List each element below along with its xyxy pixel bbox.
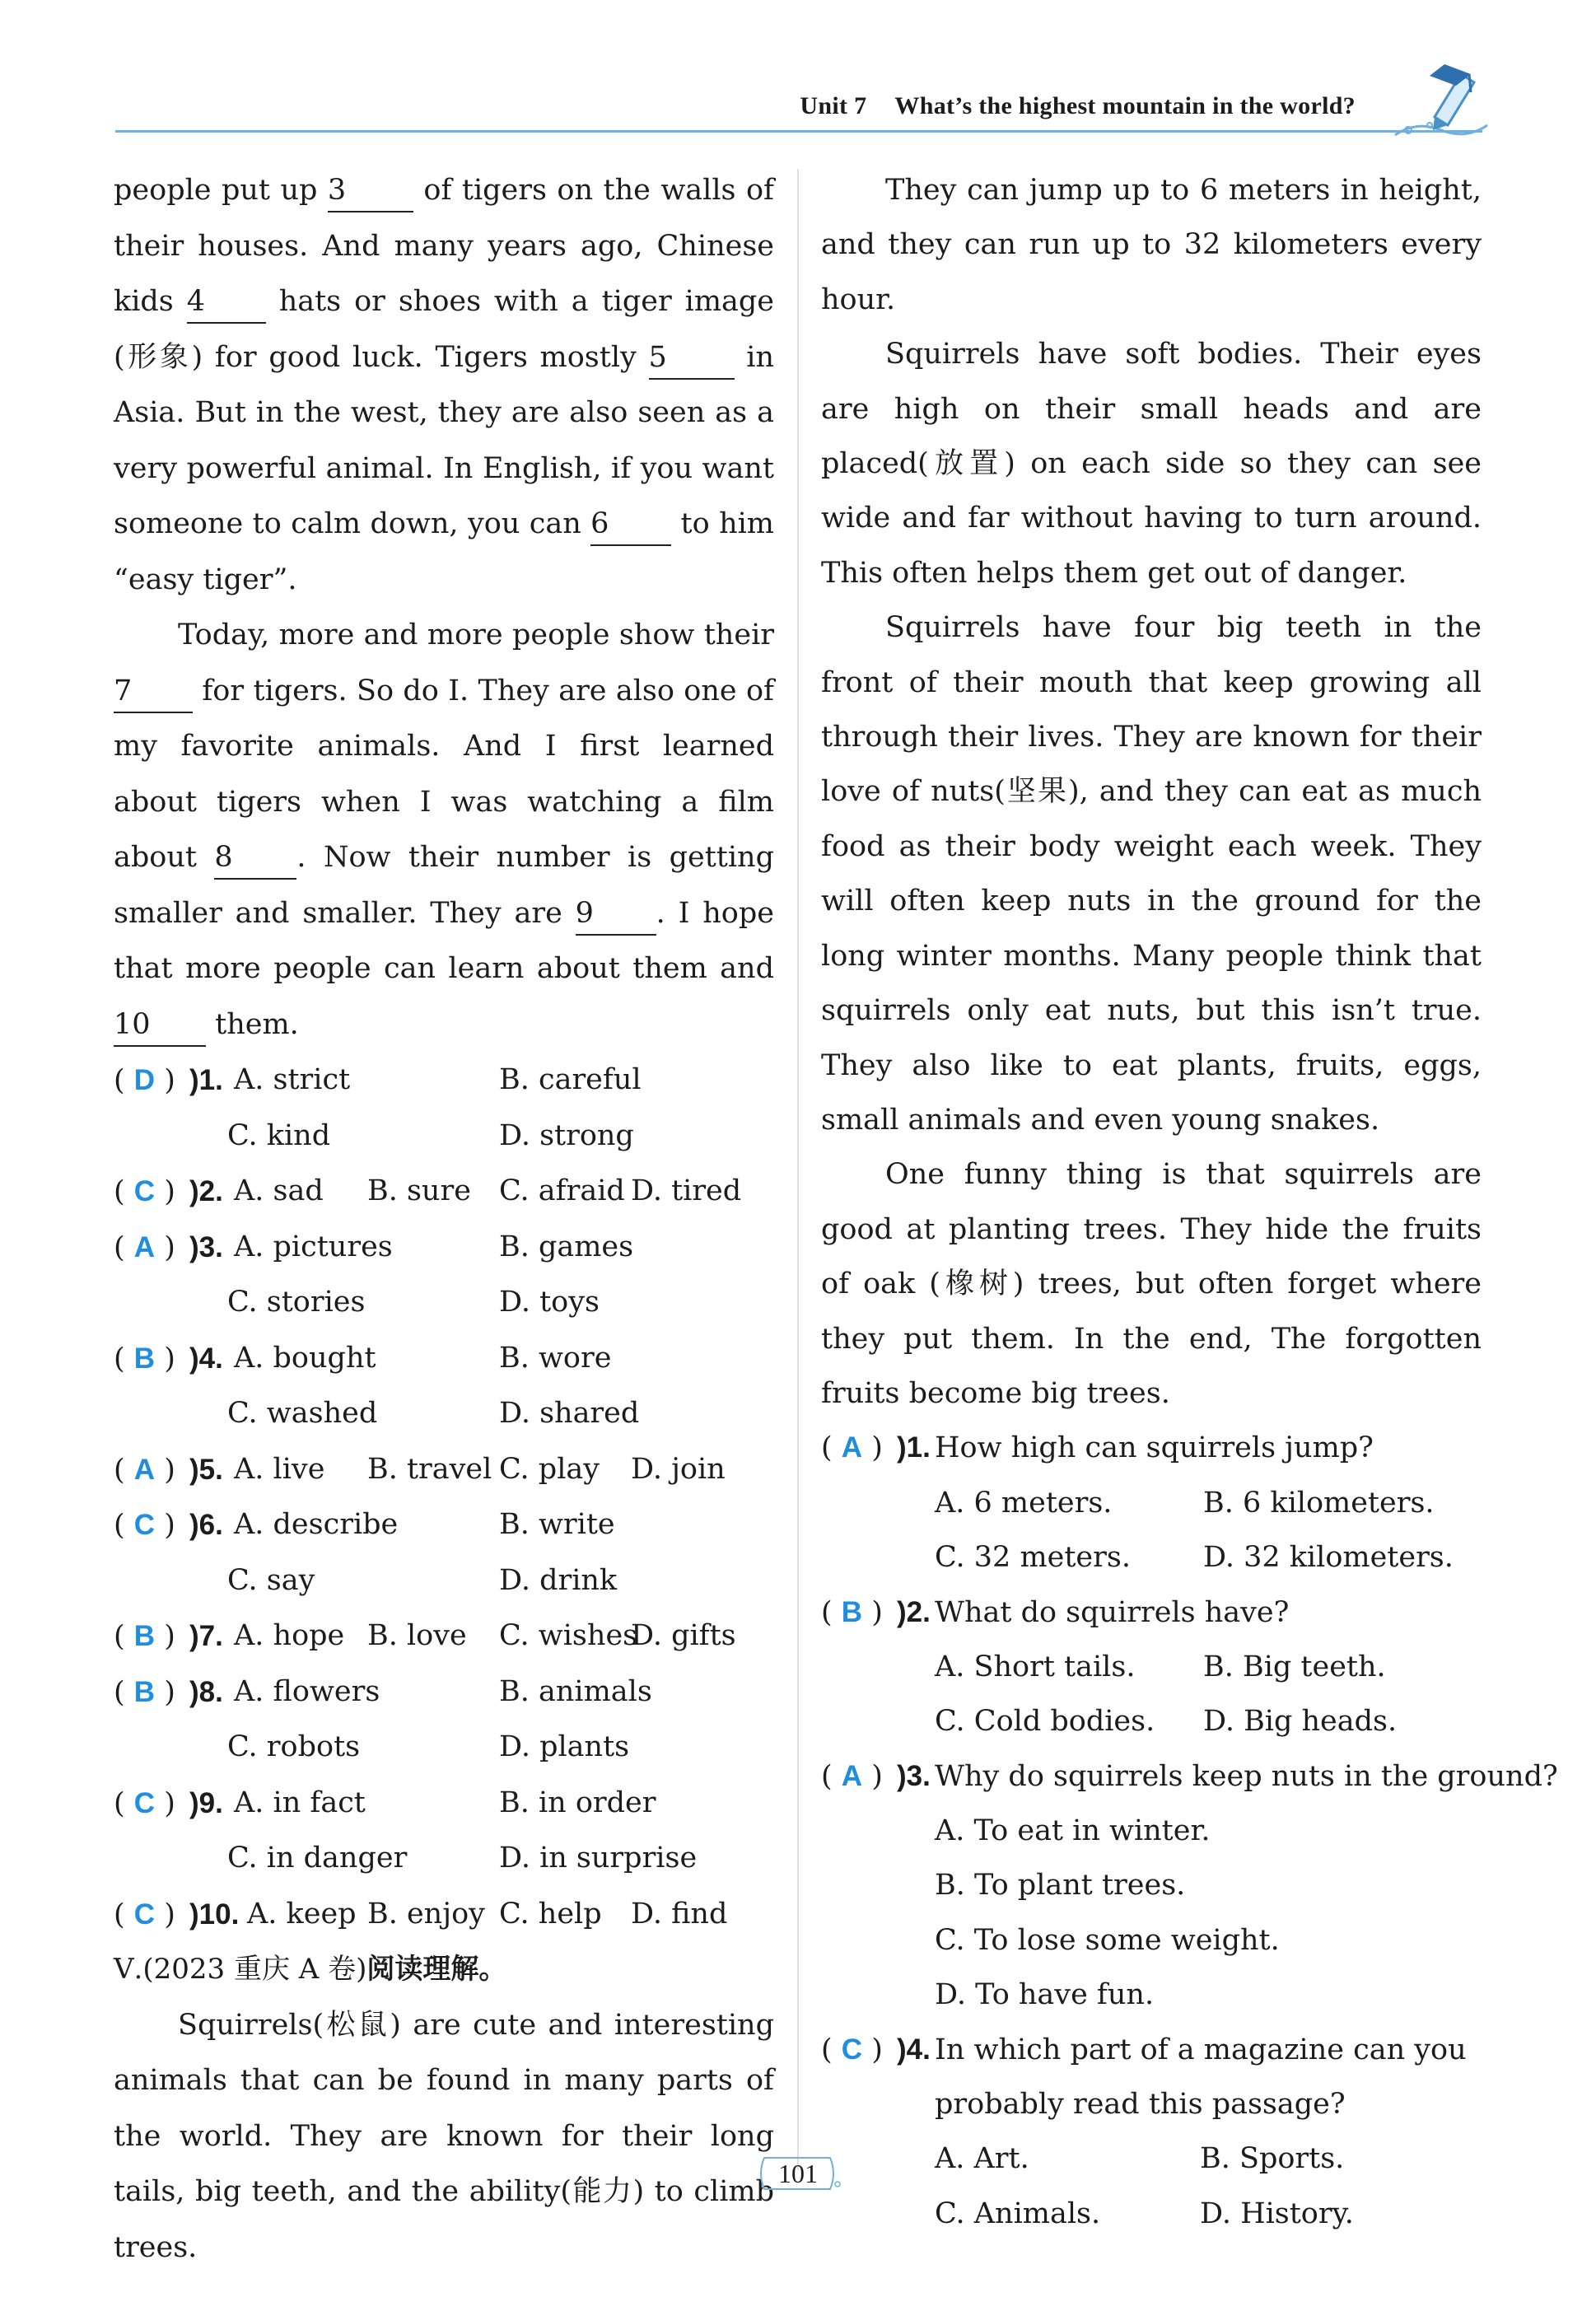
page-number-text: 101 <box>778 2159 818 2188</box>
blank-3: 3 <box>328 170 413 212</box>
question-number: )1. <box>897 1431 931 1464</box>
question-stem: What do squirrels have? <box>935 1595 1290 1629</box>
option-b: B. enjoy <box>367 1897 485 1931</box>
option-a: A. in fact <box>234 1786 366 1819</box>
reading-questions <box>821 1421 1558 2241</box>
blank-9: 9 <box>576 893 656 936</box>
option-c: C. stories <box>227 1286 366 1319</box>
option-c: C. 32 meters. <box>935 1541 1131 1575</box>
option-b: B. write <box>499 1508 615 1541</box>
question-4-row-2 <box>114 1386 774 1442</box>
question-stem: How high can squirrels jump? <box>935 1431 1374 1465</box>
reading-question-4-stem-2 <box>821 2077 1482 2131</box>
option-d: D. tired <box>631 1174 742 1207</box>
graduation-pencil-icon <box>1392 59 1491 142</box>
reading-question-3-option-c <box>821 1913 1482 1968</box>
text: to him “easy tiger”. <box>114 507 774 596</box>
option-b: B. careful <box>499 1063 642 1096</box>
reading-paragraph-3: Squirrels have soft bodies. Their eyes are high on their small heads and are placed(放置) on each side so they can see wide and far without having to turn around. This often helps them get out of danger. <box>821 338 1482 590</box>
option-b: B. sure <box>367 1174 471 1207</box>
option-c: C. help <box>499 1897 602 1931</box>
text: . Now their number is getting smaller and smaller. They are <box>114 841 774 930</box>
question-7: ( B ) )7. A. hope B. love C. wishes D. gifts <box>114 1608 774 1664</box>
question-8: ( B ) )8. A. flowers B. animals <box>114 1664 774 1720</box>
answer: B <box>133 1675 156 1708</box>
option-d: D. strong <box>499 1118 634 1152</box>
right-column <box>821 163 1558 2241</box>
option-c: C. robots <box>227 1730 361 1763</box>
question-3: ( A ) )3. A. pictures B. games <box>114 1220 774 1276</box>
question-number: )10. <box>189 1898 240 1931</box>
question-number: )4. <box>897 2033 931 2066</box>
reading-question-3-option-b <box>821 1858 1482 1912</box>
question-number: )3. <box>897 1759 931 1792</box>
option-a: A. flowers <box>234 1674 380 1708</box>
question-number: )5. <box>189 1453 223 1486</box>
reading-question-3-option-a <box>821 1804 1482 1858</box>
reading-paragraph-4: Squirrels have four big teeth in the front of their mouth that keep growing all through their lives. They are known for their love of nuts(坚果), and they can eat as much food as their body weight each week. They will often keep nuts in the ground for the long winter months. Many people think that squirrels only eat nuts, but this isn’t true. They also like to eat plants, fruits, eggs, small animals and even young snakes. <box>821 611 1482 1137</box>
option-c: C. say <box>227 1563 315 1597</box>
text: . I hope that more people can learn about them and <box>114 896 774 985</box>
answer: C <box>133 1175 156 1207</box>
option-b: B. 6 kilometers. <box>1203 1486 1435 1520</box>
option-a: A. Art. <box>935 2142 1029 2176</box>
question-2: ( C ) )2. A. sad B. sure C. afraid D. tired <box>114 1164 774 1220</box>
option-d: D. join <box>631 1452 726 1486</box>
text: for tigers. So do I. They are also one of my favorite animals. And I first learned about tigers when I was watching a film about <box>114 674 774 874</box>
question-number: )9. <box>189 1786 223 1819</box>
option-a: A. Short tails. <box>935 1650 1136 1683</box>
blank-10: 10 <box>114 1004 206 1047</box>
question-1-row-2 <box>114 1109 774 1165</box>
option-d: D. toys <box>499 1286 600 1319</box>
text: them. <box>206 1007 299 1041</box>
option-a: A. describe <box>234 1508 399 1541</box>
cloze-paragraph-2 <box>114 608 774 1053</box>
option-d: D. shared <box>499 1397 640 1430</box>
reading-question-1-row-3 <box>821 1530 1482 1585</box>
question-1: ( D ) )1. A. strict B. careful <box>114 1053 774 1109</box>
reading-question-4-row-3 <box>821 2187 1482 2241</box>
option-d: D. drink <box>499 1563 618 1597</box>
option-c: C. afraid <box>499 1174 625 1207</box>
option-a: A. hope <box>234 1619 345 1652</box>
question-number: )2. <box>189 1175 223 1207</box>
section-prefix: Ⅴ.(2023 重庆 A 卷) <box>114 1953 367 1986</box>
option-c: C. Animals. <box>935 2197 1101 2230</box>
option-c: C. washed <box>227 1397 378 1430</box>
question-6: ( C ) )6. A. describe B. write <box>114 1497 774 1553</box>
answer: D <box>133 1064 156 1096</box>
option-d: D. in surprise <box>499 1842 698 1874</box>
header-title <box>800 92 1356 120</box>
reading-question-3-option-d <box>821 1968 1482 2022</box>
question-number: )8. <box>189 1675 223 1708</box>
option-c: C. play <box>499 1452 600 1486</box>
question-number: )7. <box>189 1620 223 1652</box>
question-number: )6. <box>189 1509 223 1541</box>
option-c: C. wishes <box>499 1619 638 1652</box>
answer: C <box>133 1509 156 1541</box>
question-number: )3. <box>189 1230 223 1263</box>
option-b: B. Big teeth. <box>1203 1650 1386 1683</box>
question-stem: Why do squirrels keep nuts in the ground? <box>935 1759 1558 1793</box>
blank-5: 5 <box>649 337 735 380</box>
option-c: C. To lose some weight. <box>935 1923 1280 1957</box>
blank-6: 6 <box>590 503 671 546</box>
answer: B <box>841 1595 863 1628</box>
option-c: C. in danger <box>227 1842 408 1874</box>
reading-question-2-row-2 <box>821 1640 1482 1694</box>
reading-paragraph-2: They can jump up to 6 meters in height, and they can run up to 32 kilometers every hour. <box>821 174 1482 316</box>
option-a: A. live <box>234 1452 325 1486</box>
option-d: D. gifts <box>631 1619 736 1652</box>
answer: A <box>841 1431 863 1464</box>
question-number: )1. <box>189 1064 223 1096</box>
answer: B <box>133 1620 156 1652</box>
option-a: A. strict <box>234 1063 351 1096</box>
option-b: B. animals <box>499 1674 652 1708</box>
question-number: )2. <box>897 1595 931 1628</box>
reading-question-3: ( A ) )3. Why do squirrels keep nuts in the ground? <box>821 1749 1482 1804</box>
question-9: ( C ) )9. A. in fact B. in order <box>114 1776 774 1832</box>
option-d: D. To have fun. <box>935 1978 1155 2012</box>
option-b: B. in order <box>499 1786 656 1819</box>
question-9-row-2 <box>114 1831 774 1887</box>
unit-title: What’s the highest mountain in the world? <box>894 92 1356 119</box>
option-b: B. To plant trees. <box>935 1869 1186 1902</box>
question-4: ( B ) )4. A. bought B. wore <box>114 1331 774 1387</box>
column-divider <box>797 169 799 2170</box>
option-d: D. History. <box>1200 2197 1354 2230</box>
option-a: A. To eat in winter. <box>935 1814 1211 1848</box>
question-3-row-2 <box>114 1275 774 1331</box>
answer: B <box>133 1342 156 1375</box>
answer: C <box>133 1898 156 1931</box>
option-c: C. kind <box>227 1118 331 1152</box>
section-title: 阅读理解。 <box>366 1953 507 1986</box>
question-stem-continued: probably read this passage? <box>935 2088 1346 2122</box>
reading-paragraph-1: Squirrels(松鼠) are cute and interesting animals that can be found in many parts of the world. They are known for their long tails, big teeth, and the ability(能力) to climb trees. <box>114 2008 774 2264</box>
text: in Asia. But in the west, they are also seen as a very powerful animal. In English, if you want someone to calm down, you can <box>114 340 774 540</box>
option-d: D. find <box>631 1897 728 1931</box>
cloze-paragraph-1 <box>114 163 774 608</box>
option-d: D. Big heads. <box>1203 1705 1398 1739</box>
option-c: C. Cold bodies. <box>935 1705 1155 1739</box>
option-b: B. wore <box>499 1341 612 1375</box>
option-a: A. keep <box>247 1897 357 1931</box>
answer: C <box>133 1786 156 1819</box>
cloze-questions <box>114 1053 774 1942</box>
reading-question-1: ( A ) )1. How high can squirrels jump? <box>821 1421 1482 1475</box>
reading-question-2: ( B ) )2. What do squirrels have? <box>821 1585 1482 1640</box>
reading-question-1-row-2 <box>821 1476 1482 1530</box>
text: Today, more and more people show their <box>178 619 774 651</box>
option-b: B. travel <box>367 1452 492 1486</box>
question-5: ( A ) )5. A. live B. travel C. play D. join <box>114 1442 774 1498</box>
blank-8: 8 <box>214 837 296 880</box>
reading-question-4-row-2 <box>821 2131 1482 2186</box>
unit-label: Unit 7 <box>800 92 867 119</box>
option-b: B. games <box>499 1230 634 1263</box>
question-6-row-2 <box>114 1553 774 1609</box>
answer: C <box>841 2033 863 2066</box>
option-a: A. pictures <box>234 1230 393 1263</box>
answer: A <box>133 1453 156 1486</box>
reading-paragraph-5: One funny thing is that squirrels are good at planting trees. They hide the fruits of oak (橡树) trees, but often forget where they put them. In the end, The forgotten fruits become big trees. <box>821 1158 1482 1410</box>
reading-question-2-row-3 <box>821 1694 1482 1748</box>
section-heading <box>114 1942 774 1998</box>
left-column <box>114 163 774 2276</box>
answer: A <box>133 1230 156 1263</box>
option-a: A. 6 meters. <box>935 1486 1113 1520</box>
option-d: D. plants <box>499 1730 630 1763</box>
question-number: )4. <box>189 1342 223 1375</box>
text: of tigers on the walls of their houses. And many years ago, Chinese kids <box>114 174 775 318</box>
text: people put up <box>114 174 328 207</box>
text: hats or shoes with a tiger image (形象) for good luck. Tigers mostly <box>114 285 774 374</box>
option-a: A. sad <box>234 1174 324 1207</box>
reading-question-4: ( C ) )4. In which part of a magazine can you <box>821 2023 1482 2077</box>
option-b: B. love <box>367 1619 467 1652</box>
blank-7: 7 <box>114 670 193 713</box>
question-stem: In which part of a magazine can you <box>935 2033 1467 2066</box>
page-number <box>754 2151 842 2196</box>
blank-4: 4 <box>187 281 266 324</box>
option-a: A. bought <box>234 1341 376 1375</box>
header-rule <box>115 130 1482 133</box>
option-d: D. 32 kilometers. <box>1203 1541 1454 1575</box>
question-10: ( C ) )10. A. keep B. enjoy C. help D. find <box>114 1887 774 1943</box>
answer: A <box>841 1759 863 1792</box>
question-8-row-2 <box>114 1720 774 1776</box>
option-b: B. Sports. <box>1200 2142 1345 2176</box>
